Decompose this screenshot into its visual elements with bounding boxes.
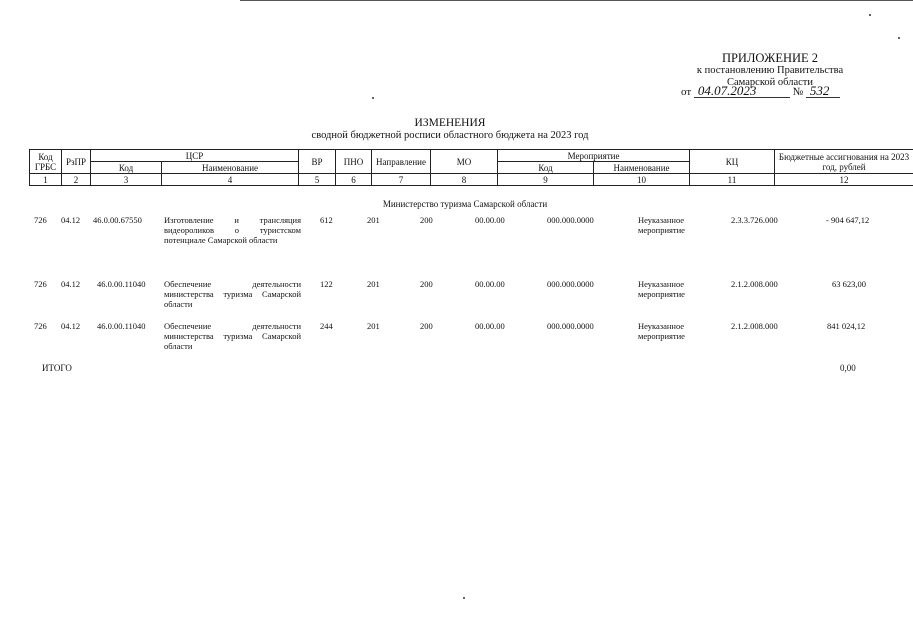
total-label: ИТОГО <box>42 363 72 373</box>
row-rzpr: 04.12 <box>61 215 81 225</box>
header-csr: ЦСР <box>91 150 299 162</box>
header-napravlenie: Направление <box>372 150 431 174</box>
resolution-date-number <box>681 85 840 98</box>
row-napr: 200 <box>420 321 433 331</box>
title-line1: ИЗМЕНЕНИЯ <box>414 117 486 129</box>
from-label: от <box>681 86 692 98</box>
row-vr: 612 <box>320 215 333 225</box>
row-pno: 201 <box>367 321 380 331</box>
number-label: № <box>792 86 804 98</box>
header-num: 2 <box>62 174 91 186</box>
row-kc: 2.1.2.008.000 <box>731 279 778 289</box>
header-csr-name: Наименование <box>162 162 299 174</box>
header-num: 1 <box>30 174 62 186</box>
row-name: Изготовление и трансляция видеороликов о туристском потенциале Самарской области <box>164 215 301 245</box>
header-mo: МО <box>431 150 498 174</box>
scan-speck <box>898 37 900 39</box>
row-csr: 46.0.00.11040 <box>97 321 146 331</box>
header-kc: КЦ <box>690 150 775 174</box>
header-csr-kod: Код <box>91 162 162 174</box>
header-pno: ПНО <box>336 150 372 174</box>
header-num: 3 <box>91 174 162 186</box>
row-amount: 841 024,12 <box>827 321 866 331</box>
scan-speck <box>372 97 374 99</box>
document-title <box>300 117 600 142</box>
header-num: 9 <box>498 174 594 186</box>
row-amount: 63 623,00 <box>832 279 866 289</box>
row-mer-kod: 000.000.0000 <box>547 321 594 331</box>
row-vr: 244 <box>320 321 333 331</box>
header-num: 7 <box>372 174 431 186</box>
row-grbs: 726 <box>34 279 47 289</box>
row-rzpr: 04.12 <box>61 279 81 289</box>
row-mo: 00.00.00 <box>475 279 505 289</box>
row-napr: 200 <box>420 215 433 225</box>
row-pno: 201 <box>367 279 380 289</box>
header-mer-name: Наименование <box>594 162 690 174</box>
row-csr: 46.0.00.11040 <box>97 279 146 289</box>
top-border-line <box>240 0 913 1</box>
header-num: 5 <box>299 174 336 186</box>
header-rzpr: РзПР <box>62 150 91 174</box>
appendix-line1: к постановлению Правительства <box>696 65 844 76</box>
header-meropriyatie: Мероприятие <box>498 150 690 162</box>
row-name: Обеспечение деятельности министерства туризма Самарской области <box>164 279 301 309</box>
row-grbs: 726 <box>34 215 47 225</box>
row-mer-kod: 000.000.0000 <box>547 215 594 225</box>
row-vr: 122 <box>320 279 333 289</box>
header-num: 11 <box>690 174 775 186</box>
appendix-line2: Самарской области <box>727 76 813 88</box>
appendix-title: ПРИЛОЖЕНИЕ 2 <box>721 51 819 65</box>
table-header <box>29 149 913 186</box>
row-kc: 2.3.3.726.000 <box>731 215 778 225</box>
header-budget: Бюджетные ассигнования на 2023 год, рублей <box>775 150 913 174</box>
header-num: 10 <box>594 174 690 186</box>
header-num: 4 <box>162 174 299 186</box>
scan-speck <box>463 597 465 599</box>
ministry-heading: Министерство туризма Самарской области <box>382 199 548 209</box>
row-kc: 2.1.2.008.000 <box>731 321 778 331</box>
header-vr: ВР <box>299 150 336 174</box>
row-mer-name: Неуказанное мероприятие <box>638 215 685 235</box>
total-value: 0,00 <box>840 363 856 373</box>
row-grbs: 726 <box>34 321 47 331</box>
header-kod-grbs: Код ГРБС <box>30 150 62 174</box>
header-num: 6 <box>336 174 372 186</box>
header-num: 12 <box>775 174 913 186</box>
row-mer-name: Неуказанное мероприятие <box>638 279 685 299</box>
title-line2: сводной бюджетной росписи областного бюджета на 2023 год <box>311 129 589 141</box>
row-mer-name: Неуказанное мероприятие <box>638 321 685 341</box>
row-name: Обеспечение деятельности министерства туризма Самарской области <box>164 321 301 351</box>
row-pno: 201 <box>367 215 380 225</box>
row-mo: 00.00.00 <box>475 215 505 225</box>
row-rzpr: 04.12 <box>61 321 81 331</box>
row-napr: 200 <box>420 279 433 289</box>
row-amount: - 904 647,12 <box>826 215 870 225</box>
scan-speck <box>869 14 871 16</box>
header-num: 8 <box>431 174 498 186</box>
row-mer-kod: 000.000.0000 <box>547 279 594 289</box>
row-csr: 46.0.00.67550 <box>93 215 142 225</box>
resolution-date: 04.07.2023 <box>694 85 790 98</box>
row-mo: 00.00.00 <box>475 321 505 331</box>
resolution-number: 532 <box>806 85 840 98</box>
header-mer-kod: Код <box>498 162 594 174</box>
